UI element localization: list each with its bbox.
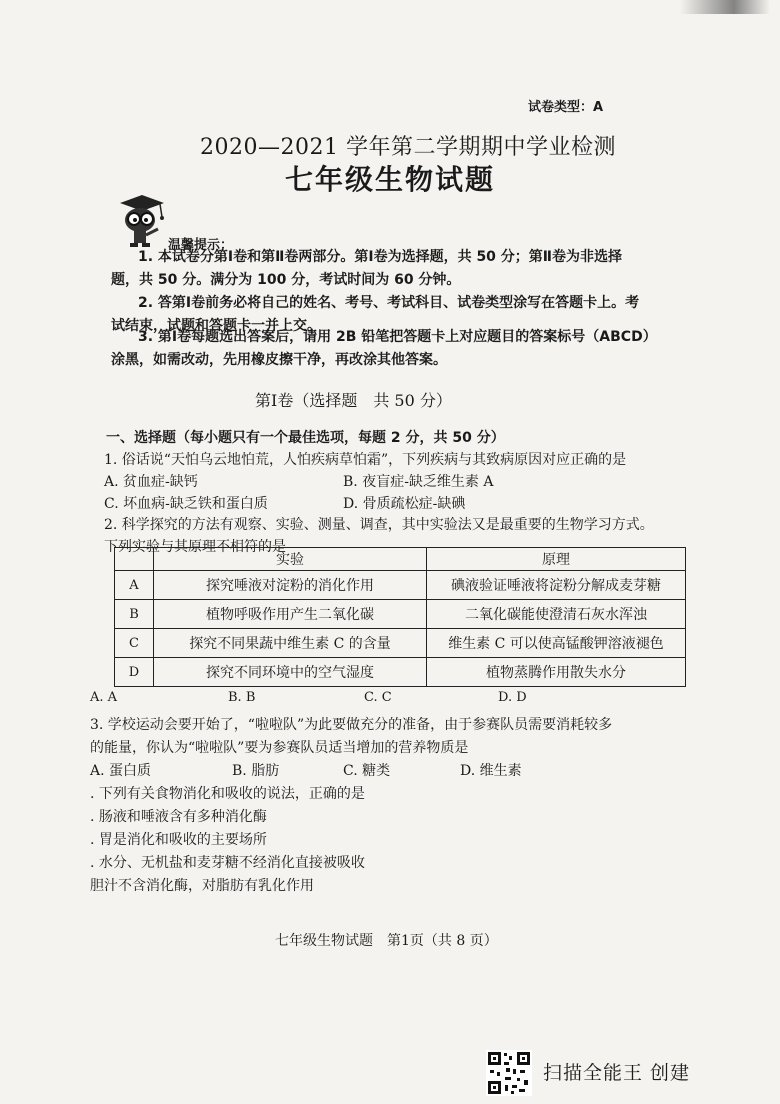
table-cell-experiment: 探究不同果蔬中维生素 C 的含量 [154,629,427,658]
table-header-cell: 原理 [427,548,686,571]
table-row [115,571,686,600]
table-cell-experiment: 探究不同环境中的空气湿度 [154,658,427,687]
table-cell-label: A [115,571,154,600]
table-row [115,600,686,629]
table-cell-label: C [115,629,154,658]
question-2-stem-cont: 下列实验与其原理不相符的是 [104,539,286,555]
table-cell-principle: 植物蒸腾作用散失水分 [427,658,686,687]
question-1-option-a: A. 贫血症-缺钙 [104,474,198,490]
question-1-stem: 1. 俗话说“天怕乌云地怕荒，人怕疾病草怕霜”，下列疾病与其致病原因对应正确的是 [104,452,627,468]
tips-title: 温馨提示： [168,238,234,253]
question-4-option-a: . 肠液和唾液含有多种消化酶 [90,809,267,825]
question-4-option-c: . 水分、无机盐和麦芽糖不经消化直接被吸收 [90,855,365,871]
question-3-stem-cont: 的能量，你认为“啦啦队”要为参赛队员适当增加的营养物质是 [90,740,469,756]
experiment-table [114,547,686,687]
question-1-option-d: D. 骨质疏松症-缺碘 [343,496,466,512]
question-2-option-c: C. C [364,690,392,705]
exam-subject-title: 七年级生物试题 [284,163,495,196]
question-2-stem: 2. 科学探究的方法有观察、实验、测量、调查，其中实验法又是最重要的生物学习方式。 [104,517,654,533]
tip-line: 题，共 50 分。满分为 100 分，考试时间为 60 分钟。 [111,272,461,288]
table-cell-label: D [115,658,154,687]
qr-code-icon [486,1050,532,1096]
paper-type: 试卷类型：A [528,100,604,115]
question-2-option-d: D. D [498,690,527,705]
question-2-option-b: B. B [228,690,256,705]
table-row [115,658,686,687]
table-header-cell: 实验 [154,548,427,571]
tip-line: 3. 第Ⅰ卷每题选出答案后，请用 2B 铅笔把答题卡上对应题目的答案标号（ABCD） [138,329,657,345]
question-1-option-b: B. 夜盲症-缺乏维生素 A [343,474,494,490]
table-cell-principle: 碘液验证唾液将淀粉分解成麦芽糖 [427,571,686,600]
tip-line: 涂黑，如需改动，先用橡皮擦干净，再改涂其他答案。 [111,352,447,368]
question-2-option-a: A. A [90,690,118,705]
exam-title: 2020—2021 学年第二学期期中学业检测 [200,135,616,160]
tip-line: 试结束，试题和答题卡一并上交。 [111,318,321,334]
table-cell-experiment: 植物呼吸作用产生二氧化碳 [154,600,427,629]
graduate-mascot-icon [112,193,166,249]
table-cell-principle: 维生素 C 可以使高锰酸钾溶液褪色 [427,629,686,658]
question-3-option-d: D. 维生素 [460,763,522,779]
table-header-cell [115,548,154,571]
question-3-option-a: A. 蛋白质 [90,763,152,779]
table-cell-label: B [115,600,154,629]
table-cell-experiment: 探究唾液对淀粉的消化作用 [154,571,427,600]
page-footer: 七年级生物试题 第1页（共 8 页） [275,933,498,949]
question-3-stem: 3. 学校运动会要开始了，“啦啦队”为此要做充分的准备，由于参赛队员需要消耗较多 [90,717,613,733]
question-1-option-c: C. 坏血病-缺乏铁和蛋白质 [104,496,268,512]
part-title: 一、选择题（每小题只有一个最佳选项，每题 2 分，共 50 分） [106,430,505,446]
tip-line: 1. 本试卷分第Ⅰ卷和第Ⅱ卷两部分。第Ⅰ卷为选择题，共 50 分；第Ⅱ卷为非选择 [138,249,623,265]
table-row [115,629,686,658]
question-4-option-b: . 胃是消化和吸收的主要场所 [90,832,267,848]
table-cell-principle: 二氧化碳能使澄清石灰水浑浊 [427,600,686,629]
table-header-row [115,548,686,571]
question-3-option-b: B. 脂肪 [232,763,280,779]
tip-line: 2. 答第Ⅰ卷前务必将自己的姓名、考号、考试科目、试卷类型涂写在答题卡上。考 [138,295,640,311]
scan-edge-mark [680,0,770,14]
question-4-option-d: 胆汁不含消化酶，对脂肪有乳化作用 [90,878,314,894]
section-heading: 第Ⅰ卷（选择题 共 50 分） [255,391,452,410]
question-4-stem: . 下列有关食物消化和吸收的说法，正确的是 [90,786,365,802]
question-3-option-c: C. 糖类 [343,763,391,779]
scanner-watermark: 扫描全能王 创建 [543,1062,691,1084]
